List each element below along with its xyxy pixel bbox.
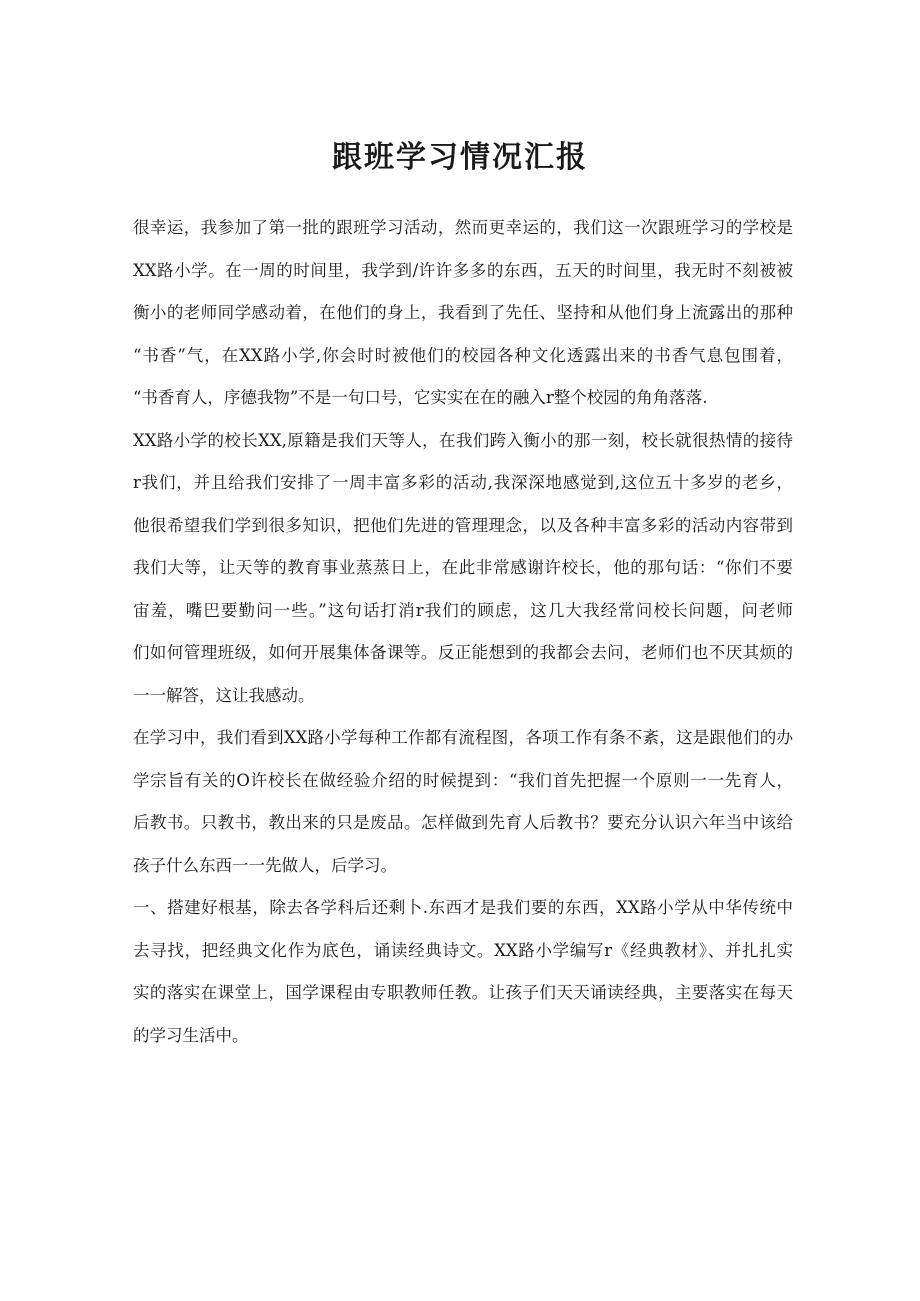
text-line: 很幸运，我参加了第一批的跟班学习活动，然而更幸运的，我们这一次跟班学习的学校是 — [133, 218, 793, 237]
paragraph-foundation — [133, 887, 793, 1057]
text-line: 衡小的老师同学感动着，在他们的身上，我看到了先任、坚持和从他们身上流露出的那种 — [133, 303, 793, 322]
text-line: 去寻找，把经典文化作为底色，诵读经典诗文。XX路小学编写r《经典教材》、并扎扎实 — [133, 940, 793, 960]
text-line: 后教书。只教书，教出来的只是废品。怎样做到先育人后教书？要充分认识六年当中该给 — [133, 813, 793, 832]
paragraph-principal — [133, 420, 793, 718]
text-line: XX路小学。在一周的时间里，我学到/许许多多的东西，五天的时间里，我无时不刻被被 — [133, 260, 793, 280]
document-body — [133, 207, 793, 1057]
text-line: 一一解答，这让我感动。 — [133, 685, 315, 705]
text-line: 实的落实在课堂上，国学课程由专职教师任教。让孩子们天天诵读经典，主要落实在每天 — [133, 983, 793, 1002]
text-line: r我们，并且给我们安排了一周丰富多彩的活动,我深深地感觉到,这位五十多岁的老乡， — [133, 473, 793, 492]
text-line: “书香育人，序德我物”不是一句口号，它实实在在的融入r整个校园的角角落落. — [133, 388, 708, 407]
text-line: 宙羞，嘴巴要勤问一些。”这句话打消r我们的顾虑，这几大我经常问校长问题，问老师 — [133, 600, 793, 620]
text-line: 一、搭建好根基，除去各学科后还剩卜.东西才是我们要的东西，XX路小学从中华传统中 — [133, 898, 793, 917]
text-line: 们如何管理班级，如何开展集体备课等。反正能想到的我都会去问，老师们也不厌其烦的 — [133, 643, 793, 662]
paragraph-intro — [133, 207, 793, 420]
text-line: 他很希望我们学到很多知识，把他们先进的管理理念，以及各种丰富多彩的活动内容带到 — [133, 515, 793, 535]
text-line: “书香”气，在XX路小学,你会时时被他们的校园各种文化透露出来的书香气息包围着， — [133, 345, 793, 365]
document-title: 跟班学习情况汇报 — [332, 140, 588, 176]
text-line: 在学习中，我们看到XX路小学每种工作都有流程图，各项工作有条不紊，这是跟他们的办 — [133, 728, 793, 747]
text-line: XX路小学的校长XX,原籍是我们天等人，在我们跨入衡小的那一刻，校长就很热情的接待 — [133, 430, 793, 450]
text-line: 我们大等，让天等的教育事业蒸蒸日上，在此非常感谢许校长，他的那句话：“你们不要 — [133, 558, 793, 577]
text-line: 学宗旨有关的O许校长在做经验介绍的时候提到：“我们首先把握一个原则一一先育人， — [133, 770, 793, 790]
paragraph-learning — [133, 717, 793, 887]
text-line: 的学习生活中。 — [133, 1025, 249, 1045]
text-line: 孩子什么东西一一先做人，后学习。 — [133, 855, 397, 875]
